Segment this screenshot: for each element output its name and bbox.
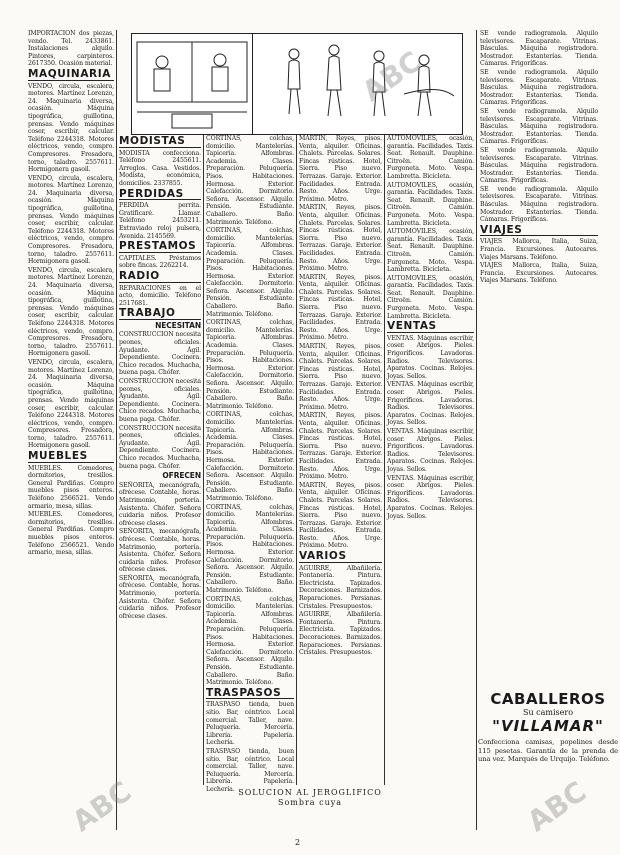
ad-text: AGUIRRE, Albañilería. Fontanería. Pintura. Electricista. Tapizados. Decoraciones. Barnizados. Reparaciones. Persianas. Cristales. Presupuestos.	[299, 611, 382, 657]
ad-text: CORTINAS, colchas, domicilio. Mantelerías. Tapicería. Alfombras. Academia. Clases. Preparación. Peluquería. Pisos. Habitaciones. Hermosa. Exterior. Calefacción. Dormitorio. Señora. Ascensor. Alquilo. Pensión. Estudiante. Caballero. Baño. Matrimonio. Teléfono.	[206, 227, 294, 318]
column-divider	[476, 30, 477, 830]
ad-text: IMPORTACION dos piezas, vendo. Tel. 2433861. Instalaciones alquilo. Pintores, carpinteros. 2617350. Ocasión material.	[28, 30, 114, 68]
section-header-modistas: MODISTAS	[119, 138, 201, 148]
ad-text: SE vende radiogramola. Alquilo televisores. Escaparate. Vitrinas. Básculas. Máquina registradora. Mostrador. Estanterías. Tienda. Cámaras. Frigoríficas.	[480, 107, 598, 146]
column-divider	[116, 30, 117, 830]
section-header-trabajo: TRABAJO	[119, 310, 201, 320]
ad-text: CONSTRUCCION necesita peones, oficiales. Ayudante. Ágil. Dependiente. Cocinera. Chico recados. Muchacha, buena paga. Chófer.	[119, 331, 201, 377]
section-header-traspasos: TRASPASOS	[206, 690, 294, 700]
column-3	[206, 135, 294, 793]
ad-text: VENTAS. Máquinas escribir, coser. Abrigos. Pieles. Frigoríficos. Lavadoras. Radios. Televisores. Aparatos. Cocinas. Relojes. Joyas. Sellos.	[387, 334, 474, 380]
section-header-maquinaria: MAQUINARIA	[28, 71, 114, 81]
ad-text: MARTIN, Reyes, pisos. Venta, alquiler. Oficinas. Chalets. Parcelas. Solares. Fincas rústicas. Hotel, Sierra. Piso nuevo. Terrazas. Garaje. Exterior. Facilidades. Entrada. Resto. Años. Urge. Próximo. Metro.	[299, 481, 382, 550]
ad-text: VENTAS. Máquinas escribir, coser. Abrigos. Pieles. Frigoríficos. Lavadoras. Radios. Televisores. Aparatos. Cocinas. Relojes. Joyas. Sellos.	[387, 474, 474, 520]
ad-text: CORTINAS, colchas, domicilio. Mantelerías. Tapicería. Alfombras. Academia. Clases. Preparación. Peluquería. Pisos. Habitaciones. Hermosa. Exterior. Calefacción. Dormitorio. Señora. Ascensor. Alquilo. Pensión. Estudiante. Caballero. Baño. Matrimonio. Teléfono.	[206, 503, 294, 595]
column-1	[28, 30, 114, 830]
ad-text: VENDO, circula, escalera, motores. Martínez Lorenzo, 24. Maquinaria diversa, ocasión. Máquina tipográfica, guillotina, prensas. Vendo máquinas coser, escribir, calcular. Teléfono 2244318. Motores eléctricos, vendo, compro. Compresores. Fresadora, torno, taladro. 2557611. Hormigonera gasoil.	[28, 174, 114, 266]
ad-text: MARTIN, Reyes, pisos. Venta, alquiler. Oficinas. Chalets. Parcelas. Solares. Fincas rústicas. Hotel, Sierra. Piso nuevo. Terrazas. Garaje. Exterior. Facilidades. Entrada. Resto. Años. Urge. Próximo. Metro.	[299, 343, 382, 411]
ad-text: AUTOMOVILES, ocasión, garantía. Facilidades. Taxis. Seat. Renault. Dauphine. Citroën. Camión. Furgoneta. Moto. Vespa. Lambretta. Bicicleta.	[387, 135, 474, 180]
section-header-muebles: MUEBLES	[28, 453, 114, 463]
ad-text: AGUIRRE, Albañilería. Fontanería. Pintura. Electricista. Tapizados. Decoraciones. Barnizados. Reparaciones. Persianas. Cristales. Presupuestos.	[299, 564, 382, 610]
ad-text: CORTINAS, colchas, domicilio. Mantelerías. Tapicería. Alfombras. Academia. Clases. Preparación. Peluquería. Pisos. Habitaciones. Hermosa. Exterior. Calefacción. Dormitorio. Señora. Ascensor. Alquilo. Pensión. Estudiante. Caballero. Baño. Matrimonio. Teléfono.	[206, 135, 294, 226]
ad-text: CORTINAS, colchas, domicilio. Mantelerías. Tapicería. Alfombras. Academia. Clases. Preparación. Peluquería. Pisos. Habitaciones. Hermosa. Exterior. Calefacción. Dormitorio. Señora. Ascensor. Alquilo. Pensión. Estudiante. Caballero. Baño. Matrimonio. Teléfono.	[206, 319, 294, 410]
ad-text: MARTIN, Reyes, pisos. Venta, alquiler. Oficinas. Chalets. Parcelas. Solares. Fincas rústicas. Hotel, Sierra. Piso nuevo. Terrazas. Garaje. Exterior. Facilidades. Entrada. Resto. Años. Urge. Próximo. Metro.	[299, 412, 382, 481]
caballeros-ad	[478, 690, 618, 764]
column-6	[480, 30, 598, 680]
ad-text: CONSTRUCCION necesita peones, oficiales. Ayudante. Ágil. Dependiente. Cocinera. Chico recados. Muchacha, buena paga. Chófer.	[119, 424, 201, 470]
ad-text: REPARACIONES en el acto, domicilio. Teléfono 2517681.	[119, 284, 201, 307]
ad-text: SE vende radiogramola. Alquilo televisores. Escaparate. Vitrinas. Básculas. Máquina registradora. Mostrador. Estanterías. Tienda. Cámaras. Frigoríficas.	[480, 68, 598, 107]
ad-text: MARTIN, Reyes, pisos. Venta, alquiler. Oficinas. Chalets. Parcelas. Solares. Fincas rústicas. Hotel, Sierra. Piso nuevo. Terrazas. Garaje. Exterior. Facilidades. Entrada. Resto. Años. Urge. Próximo. Metro.	[299, 273, 382, 342]
ad-text: MODISTA confecciona. Teléfono 2455611. Arreglos. Casa. Vestidos. Modista, económica, domicilios. 2337855.	[119, 149, 201, 187]
column-5	[387, 135, 474, 785]
ad-text: MARTIN, Reyes, pisos. Venta, alquiler. Oficinas. Chalets. Parcelas. Solares. Fincas rústicas. Hotel, Sierra. Piso nuevo. Terrazas. Garaje. Exterior. Facilidades. Entrada. Resto. Años. Urge. Próximo. Metro.	[299, 204, 382, 273]
watermark: ABC	[66, 774, 138, 839]
ad-text: AUTOMOVILES, ocasión, garantía. Facilidades. Taxis. Seat. Renault. Dauphine. Citroën. Camión. Furgoneta. Moto. Vespa. Lambretta. Bicicleta.	[387, 274, 474, 320]
comic-strip	[131, 33, 463, 135]
ad-text: MUEBLES. Comedores, dormitorios, tresillos. General Pardiñas. Compro muebles pisos enteros. Teléfono 2566521. Vendo armario, mesa, sillas.	[28, 464, 114, 510]
ad-text: VENDO, circula, escalera, motores. Martínez Lorenzo, 24. Maquinaria diversa, ocasión. Máquina tipográfica, guillotina, prensas. Vendo máquinas coser, escribir, calcular. Teléfono 2244318. Motores eléctricos, vendo, compro. Compresores. Fresadora, torno, taladro. 2557611. Hormigonera gasoil.	[28, 358, 114, 450]
subsection-necesitan: NECESITAN	[155, 320, 201, 330]
ad-text: CAPITALES. Préstamos sobre fincas. 2262214.	[119, 254, 201, 270]
ad-text: TRASPASO tienda, buen sitio. Bar, céntrico. Local comercial. Taller, nave. Peluquería. Mercería. Librería. Papelería. Lechería.	[206, 747, 294, 793]
ad-text: VIAJES Mallorca, Italia, Suiza, Francia. Excursiones. Autocares. Viajes Marsans. Teléfono.	[480, 262, 598, 285]
ad-text: CONSTRUCCION necesita peones, oficiales. Ayudante. Ágil. Dependiente. Cocinera. Chico recados. Muchacha, buena paga. Chófer.	[119, 378, 201, 423]
ad-text: SE vende radiogramola. Alquilo televisores. Escaparate. Vitrinas. Básculas. Máquina registradora. Mostrador. Estanterías. Tienda. Cámaras. Frigoríficas.	[480, 30, 598, 68]
column-2	[119, 135, 201, 785]
ad-text: VENDO, circula, escalera, motores. Martínez Lorenzo, 24. Maquinaria diversa, ocasión. Máquina tipográfica, guillotina, prensas. Vendo máquinas coser, escribir, calcular. Teléfono 2244318. Motores eléctricos, vendo, compro. Compresores. Fresadora, torno, taladro. 2557611. Hormigonera gasoil.	[28, 82, 114, 174]
ad-text: VENDO, circula, escalera, motores. Martínez Lorenzo, 24. Maquinaria diversa, ocasión. Máquina tipográfica, guillotina, prensas. Vendo máquinas coser, escribir, calcular. Teléfono 2244318. Motores eléctricos, vendo, compro. Compresores. Fresadora, torno, taladro. 2557611. Hormigonera gasoil.	[28, 266, 114, 358]
comic-panel-1	[132, 34, 253, 134]
ad-text: PERDIDA perrita. Gratificaré. Llamar. Teléfono 2453211. Extraviado reloj pulsera, Avenida. 2145569.	[119, 202, 201, 240]
section-header-ventas: VENTAS	[387, 323, 474, 333]
ad-text: VENTAS. Máquinas escribir, coser. Abrigos. Pieles. Frigoríficos. Lavadoras. Radios. Televisores. Aparatos. Cocinas. Relojes. Joyas. Sellos.	[387, 381, 474, 427]
watermark: ABC	[356, 44, 428, 109]
comic-drawing-stage	[132, 34, 252, 131]
ad-text: TRASPASO tienda, buen sitio. Bar, céntrico. Local comercial. Taller, nave. Peluquería. Mercería. Librería. Papelería. Lechería.	[206, 701, 294, 747]
section-header-prestamos: PRESTAMOS	[119, 243, 201, 253]
column-divider	[384, 135, 385, 785]
ad-text: AUTOMOVILES, ocasión, garantía. Facilidades. Taxis. Seat. Renault. Dauphine. Citroën. Camión. Furgoneta. Moto. Vespa. Lambretta. Bicicleta.	[387, 181, 474, 227]
caballeros-title: CABALLEROS	[490, 690, 606, 708]
section-header-varios: VARIOS	[299, 553, 382, 563]
caballeros-brand: "VILLAMAR"	[492, 717, 604, 735]
section-header-radio: RADIO	[119, 273, 201, 283]
ad-text: SEÑORITA, mecanógrafa, ofrécese. Contable, horas. Matrimonio, portería. Asistenta. Chófer. Señora cuidaría niños. Profesor ofrécese clases.	[119, 481, 201, 527]
column-divider	[296, 135, 297, 785]
ad-text: SE vende radiogramola. Alquilo televisores. Escaparate. Vitrinas. Básculas. Máquina registradora. Mostrador. Estanterías. Tienda. Cámaras. Frigoríficas.	[480, 146, 598, 185]
ad-text: VENTAS. Máquinas escribir, coser. Abrigos. Pieles. Frigoríficos. Lavadoras. Radios. Televisores. Aparatos. Cocinas. Relojes. Joyas. Sellos.	[387, 427, 474, 473]
ad-text: SEÑORITA, mecanógrafa, ofrécese. Contable, horas. Matrimonio, portería. Asistenta. Chófer. Señora cuidaría niños. Profesor ofrécese clases.	[119, 574, 201, 620]
column-divider	[203, 135, 204, 785]
ad-text: SEÑORITA, mecanógrafa, ofrécese. Contable, horas. Matrimonio, portería. Asistenta. Chófer. Señora cuidaría niños. Profesor ofrécese clases.	[119, 528, 201, 574]
ad-text: SE vende radiogramola. Alquilo televisores. Escaparate. Vitrinas. Básculas. Máquina registradora. Mostrador. Estanterías. Tienda. Cámaras. Frigoríficas.	[480, 185, 598, 224]
column-4	[299, 135, 382, 785]
caballeros-subtitle: Su camisero	[522, 708, 574, 717]
solution-answer: Sombra cuya	[277, 798, 343, 807]
watermark: ABC	[521, 774, 593, 839]
section-header-perdidas: PERDIDAS	[119, 191, 201, 201]
ad-text: CORTINAS, colchas, domicilio. Mantelerías. Tapicería. Alfombras. Academia. Clases. Preparación. Peluquería. Pisos. Habitaciones. Hermosa. Exterior. Calefacción. Dormitorio. Señora. Ascensor. Alquilo. Pensión. Estudiante. Caballero. Baño. Matrimonio. Teléfono.	[206, 595, 294, 687]
caballeros-body: Confecciona camisas, popelines desde 115 pesetas. Garantía de la prenda de una vez. Marqués de Urquijo. Teléfono.	[478, 738, 618, 764]
jeroglifico-solution	[205, 788, 415, 808]
ad-text: MARTIN, Reyes, pisos. Venta, alquiler. Oficinas. Chalets. Parcelas. Solares. Fincas rústicas. Hotel, Sierra. Piso nuevo. Terrazas. Garaje. Exterior. Facilidades. Entrada. Resto. Años. Urge. Próximo. Metro.	[299, 135, 382, 203]
ad-text: CORTINAS, colchas, domicilio. Mantelerías. Tapicería. Alfombras. Academia. Clases. Preparación. Peluquería. Pisos. Habitaciones. Hermosa. Exterior. Calefacción. Dormitorio. Señora. Ascensor. Alquilo. Pensión. Estudiante. Caballero. Baño. Matrimonio. Teléfono.	[206, 411, 294, 502]
ad-text: AUTOMOVILES, ocasión, garantía. Facilidades. Taxis. Seat. Renault. Dauphine. Citroën. Camión. Furgoneta. Moto. Vespa. Lambretta. Bicicleta.	[387, 228, 474, 274]
ad-text: MUEBLES. Comedores, dormitorios, tresillos. General Pardiñas. Compro muebles pisos enteros. Teléfono 2566521. Vendo armario, mesa, sillas.	[28, 511, 114, 557]
ad-text: VIAJES Mallorca, Italia, Suiza, Francia. Excursiones. Autocares. Viajes Marsans. Teléfono.	[480, 238, 598, 261]
subsection-ofrecen: OFRECEN	[162, 471, 201, 481]
page-number: 2	[295, 838, 301, 847]
solution-title: SOLUCION AL JEROGLIFICO	[238, 788, 382, 797]
section-header-viajes: VIAJES	[480, 227, 598, 237]
